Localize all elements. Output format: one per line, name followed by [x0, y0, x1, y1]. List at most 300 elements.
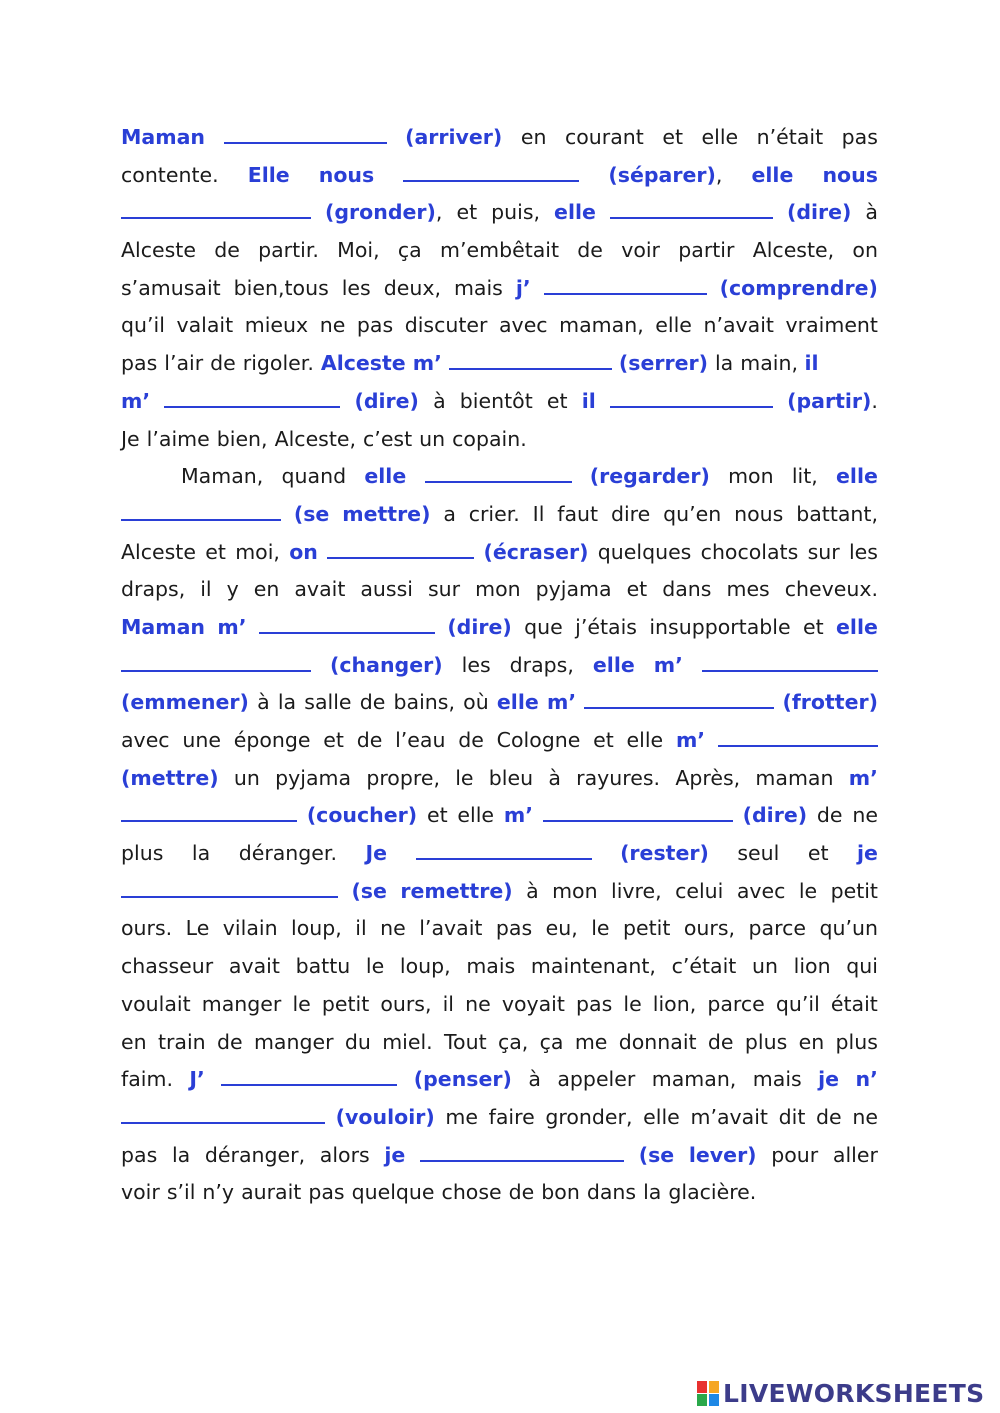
word: pas: [121, 351, 158, 376]
segment: [786, 307, 878, 345]
word: qu’il: [121, 313, 165, 338]
word: battant,: [796, 501, 878, 526]
segment: [502, 986, 565, 1024]
word: de: [216, 1029, 243, 1054]
segment: [121, 1137, 157, 1175]
blank-input-20[interactable]: [121, 874, 338, 898]
segment: [121, 496, 281, 534]
segment: [541, 1180, 580, 1204]
segment: [217, 609, 246, 647]
word: l’aime: [146, 426, 210, 451]
highlighted-word: elle: [554, 200, 596, 225]
segment: [172, 1137, 190, 1175]
text-line: [121, 232, 878, 270]
word: quand: [281, 464, 347, 489]
word: pyjama: [535, 577, 612, 602]
word: Moi,: [337, 238, 380, 263]
word: voyait: [501, 991, 565, 1016]
word: et: [546, 388, 568, 413]
blank-input-15[interactable]: [584, 685, 774, 709]
word: il: [442, 991, 455, 1016]
highlighted-word: il: [581, 388, 596, 413]
word: Alceste,: [274, 426, 357, 451]
word: elle: [643, 1104, 680, 1129]
word: maman,: [559, 313, 644, 338]
segment: [653, 986, 696, 1024]
word: mieux: [244, 313, 309, 338]
blank-input-9[interactable]: [425, 459, 572, 483]
word: vraiment: [785, 313, 878, 338]
segment: [121, 194, 311, 232]
word: du: [344, 1029, 371, 1054]
blank-input-1[interactable]: [224, 120, 387, 144]
word: pas: [495, 916, 533, 941]
segment: [121, 722, 170, 760]
word: pas: [841, 125, 878, 149]
segment: [547, 684, 576, 722]
word: deux,: [383, 275, 441, 300]
word: avait: [228, 954, 280, 979]
segment: [360, 684, 386, 722]
blank-input-18[interactable]: [543, 798, 733, 822]
word: Maman,: [181, 464, 264, 489]
word: à: [257, 690, 270, 715]
word: l’air: [164, 351, 204, 376]
segment: [610, 383, 773, 421]
highlighted-word: (rester): [620, 841, 709, 866]
word: pas: [308, 1180, 345, 1205]
highlighted-word: (emmener): [121, 690, 249, 715]
segment: [743, 797, 807, 835]
segment: [509, 1180, 535, 1204]
highlighted-word: (penser): [413, 1067, 512, 1092]
segment: [734, 496, 783, 534]
segment: [227, 571, 239, 609]
word: éponge: [233, 728, 311, 752]
blank-input-19[interactable]: [416, 836, 592, 860]
word: y: [226, 577, 239, 602]
segment: [121, 609, 205, 647]
segment: [443, 986, 454, 1024]
highlighted-word: (comprendre): [719, 275, 878, 300]
word: mais: [752, 1067, 802, 1092]
blank-input-21[interactable]: [221, 1062, 397, 1086]
word: où: [463, 690, 489, 715]
blank-input-10[interactable]: [121, 497, 281, 521]
highlighted-word: (mettre): [121, 765, 219, 790]
segment: [296, 948, 351, 986]
highlighted-word: on: [289, 539, 318, 564]
highlighted-word: j’: [515, 275, 531, 300]
blank-input-12[interactable]: [259, 610, 435, 634]
highlighted-word: (dire): [354, 388, 419, 413]
segment: [794, 948, 831, 986]
segment: [577, 232, 603, 270]
highlighted-word: (serrer): [618, 351, 708, 376]
word: Tout: [444, 1029, 487, 1054]
segment: [548, 760, 561, 798]
highlighted-word: (dire): [742, 803, 808, 828]
segment: [200, 571, 211, 609]
segment: [202, 1180, 234, 1204]
word: avec: [736, 878, 786, 903]
segment: [444, 1024, 487, 1062]
segment: [258, 232, 319, 270]
word: manger: [201, 991, 282, 1016]
word: sur: [428, 577, 461, 602]
word: de: [214, 238, 240, 263]
segment: [462, 647, 491, 685]
word: eu,: [545, 916, 578, 941]
segment: [598, 534, 692, 572]
word: elle: [701, 125, 739, 149]
segment: [639, 1137, 674, 1175]
word: ne: [465, 991, 491, 1016]
word: chose: [441, 1180, 502, 1205]
text-line: [121, 194, 878, 232]
word: avec: [121, 728, 170, 752]
word: bien,: [216, 426, 268, 451]
segment: [363, 427, 412, 451]
segment: [544, 270, 707, 308]
word: l’avait: [419, 916, 483, 941]
segment: [749, 910, 806, 948]
segment: [245, 307, 308, 345]
word: et: [593, 728, 614, 752]
segment: [458, 722, 484, 760]
word: la: [277, 690, 297, 715]
word: glacière.: [668, 1180, 757, 1205]
segment: [158, 1024, 206, 1062]
blank-input-13[interactable]: [121, 648, 311, 672]
segment: [611, 496, 650, 534]
text-line: [121, 1061, 878, 1099]
segment: [275, 427, 356, 451]
blank-input-23[interactable]: [420, 1138, 624, 1162]
word: mes: [726, 577, 770, 602]
word: ne: [380, 916, 406, 941]
word: bon: [541, 1180, 580, 1205]
word: mais: [466, 954, 516, 979]
word: quelque: [351, 1180, 435, 1205]
highlighted-word: Alceste: [320, 351, 406, 376]
word: bleu: [488, 765, 534, 790]
segment: [229, 948, 280, 986]
segment: [587, 1180, 636, 1204]
text-line: [121, 609, 878, 647]
word: elle: [655, 313, 692, 338]
segment: [497, 722, 581, 760]
segment: [254, 1024, 334, 1062]
word: rigoler.: [242, 351, 314, 376]
segment: [205, 534, 226, 572]
segment: [336, 1099, 435, 1137]
word: bains,: [393, 690, 455, 715]
segment: [121, 1024, 147, 1062]
word: Après,: [675, 765, 741, 790]
segment: [234, 270, 329, 308]
highlighted-word: (changer): [330, 652, 443, 677]
segment: [234, 722, 311, 760]
word: sur: [807, 539, 840, 564]
word: chasseur: [121, 954, 214, 979]
word: la: [643, 1180, 662, 1205]
segment: [121, 307, 165, 345]
word: gronder,: [545, 1104, 633, 1129]
segment: [121, 534, 196, 572]
worksheet-text: [121, 119, 878, 1212]
segment: [419, 910, 482, 948]
word: me: [445, 1104, 478, 1129]
segment: [427, 797, 448, 835]
segment: [491, 194, 540, 232]
word: courant: [564, 125, 644, 149]
text-line: [121, 1024, 878, 1062]
word: maman: [755, 765, 834, 790]
segment: [662, 119, 683, 157]
segment: [831, 873, 878, 911]
blank-input-6[interactable]: [449, 346, 612, 370]
word: aurait: [241, 1180, 302, 1205]
text-line: [121, 383, 878, 421]
highlighted-word: (coucher): [306, 803, 418, 828]
word: et: [323, 728, 344, 752]
segment: [466, 948, 515, 986]
word: était: [830, 991, 878, 1016]
segment: [547, 383, 568, 421]
highlighted-word: m’: [546, 690, 577, 715]
word: que: [524, 614, 563, 639]
word: un: [751, 954, 778, 979]
word: les: [461, 652, 491, 677]
segment: [526, 873, 539, 911]
segment: [499, 307, 548, 345]
word: n’avait: [703, 313, 774, 338]
text-line: [121, 1099, 878, 1137]
segment: [818, 1061, 839, 1099]
word: Cologne: [496, 728, 581, 752]
word: s’il: [166, 1180, 196, 1205]
blank-input-2[interactable]: [403, 158, 579, 182]
word: loup,: [399, 954, 451, 979]
segment: [469, 496, 520, 534]
blank-input-7[interactable]: [164, 384, 340, 408]
segment: [552, 873, 598, 911]
blank-input-14[interactable]: [702, 648, 878, 672]
blank-input-5[interactable]: [544, 271, 707, 295]
text-line: [121, 307, 878, 345]
segment: [504, 797, 533, 835]
word: a: [443, 501, 456, 526]
blank-input-3[interactable]: [121, 195, 311, 219]
word: lit,: [791, 464, 818, 489]
word: parce: [707, 991, 765, 1016]
segment: [822, 157, 877, 195]
word: dire: [610, 501, 651, 526]
word: Le: [185, 916, 210, 941]
word: et: [626, 577, 648, 602]
word: main,: [740, 351, 798, 376]
word: à: [865, 200, 878, 225]
segment: [702, 119, 739, 157]
word: n’était: [756, 125, 824, 149]
segment: [345, 1024, 371, 1062]
word: aller: [832, 1142, 878, 1167]
segment: [498, 1024, 528, 1062]
word: la: [191, 841, 211, 866]
word: faut: [557, 501, 599, 526]
segment: [454, 270, 503, 308]
segment: [831, 986, 878, 1024]
segment: [147, 427, 210, 451]
segment: [582, 383, 596, 421]
word: mon: [552, 878, 598, 903]
segment: [456, 194, 477, 232]
segment: [452, 427, 527, 451]
word: lion: [793, 954, 831, 979]
segment: [121, 383, 150, 421]
segment: [400, 873, 512, 911]
segment: [354, 383, 418, 421]
segment: [771, 1137, 818, 1175]
segment: [221, 1061, 397, 1099]
segment: [528, 1061, 541, 1099]
word: de: [508, 1180, 535, 1205]
segment: [668, 1180, 756, 1204]
segment: [181, 458, 263, 496]
segment: [405, 307, 488, 345]
blank-input-4[interactable]: [610, 195, 773, 219]
segment: [167, 1180, 196, 1204]
segment: [753, 1061, 802, 1099]
word: et: [426, 803, 448, 828]
word: lion,: [652, 991, 697, 1016]
word: copain.: [452, 426, 527, 451]
word: j’étais: [575, 614, 637, 639]
word: alors: [319, 1142, 370, 1167]
segment: [496, 910, 532, 948]
segment: [621, 232, 660, 270]
segment: [202, 986, 282, 1024]
blank-input-11[interactable]: [327, 535, 474, 559]
word: voir: [121, 1180, 160, 1205]
segment: [776, 986, 820, 1024]
segment: [620, 835, 709, 873]
word: voulait: [121, 991, 191, 1016]
text-line: [121, 496, 878, 534]
word: avait: [294, 577, 346, 602]
segment: [192, 835, 210, 873]
word: miel.: [382, 1029, 433, 1054]
segment: [849, 534, 878, 572]
word: ne: [852, 803, 878, 828]
segment: [751, 157, 793, 195]
segment: [121, 1099, 325, 1137]
segment: [489, 1099, 535, 1137]
segment: [737, 835, 779, 873]
segment: [779, 1099, 806, 1137]
segment: [752, 948, 778, 986]
text-line: [121, 835, 878, 873]
segment: [627, 571, 648, 609]
blank-input-16[interactable]: [718, 723, 878, 747]
word: ne: [319, 313, 346, 338]
segment: [182, 722, 221, 760]
segment: [672, 948, 737, 986]
segment: [366, 948, 384, 986]
segment: [591, 910, 609, 948]
segment: [121, 835, 163, 873]
word: le: [623, 991, 642, 1016]
segment: [223, 910, 278, 948]
word: et: [205, 539, 226, 564]
word: l’eau: [395, 728, 446, 752]
word: quelques: [597, 539, 692, 564]
blank-input-8[interactable]: [610, 384, 773, 408]
segment: [753, 232, 834, 270]
word: appeler: [557, 1067, 636, 1092]
word: nous: [734, 501, 784, 526]
segment: [320, 307, 346, 345]
word: moi,: [235, 539, 280, 564]
segment: [121, 270, 221, 308]
segment: [403, 157, 579, 195]
word: Il: [532, 501, 545, 526]
segment: [849, 760, 878, 798]
highlighted-word: (vouloir): [335, 1104, 435, 1129]
segment: [852, 232, 878, 270]
word: le: [591, 916, 610, 941]
highlighted-word: m’: [412, 351, 442, 376]
text-line: [121, 684, 878, 722]
segment: [121, 948, 213, 986]
segment: [384, 270, 441, 308]
highlighted-word: lever): [688, 1142, 757, 1167]
text-line: [121, 157, 878, 195]
segment: [557, 496, 598, 534]
word: partir.: [258, 238, 319, 263]
blank-input-22[interactable]: [121, 1100, 325, 1124]
word: petit: [321, 991, 370, 1016]
segment: [405, 119, 502, 157]
word: bientôt: [459, 388, 533, 413]
segment: [327, 534, 474, 572]
segment: [366, 835, 388, 873]
segment: [745, 1024, 787, 1062]
segment: [278, 684, 296, 722]
segment: [121, 571, 185, 609]
segment: [576, 986, 612, 1024]
segment: [819, 910, 878, 948]
word: Je: [121, 426, 140, 451]
segment: [627, 722, 664, 760]
blank-input-17[interactable]: [121, 798, 297, 822]
segment: [289, 534, 318, 572]
segment: [623, 910, 670, 948]
word: c’est: [363, 426, 413, 451]
highlighted-word: nous: [318, 162, 375, 187]
highlighted-word: Elle: [247, 162, 290, 187]
segment: [557, 1061, 635, 1099]
word-group: [740, 351, 818, 375]
word: les: [341, 275, 371, 300]
word: loup,: [291, 916, 342, 941]
segment: [239, 835, 337, 873]
segment: [254, 571, 280, 609]
segment: [545, 1099, 632, 1137]
segment: [516, 270, 531, 308]
segment: [380, 910, 406, 948]
